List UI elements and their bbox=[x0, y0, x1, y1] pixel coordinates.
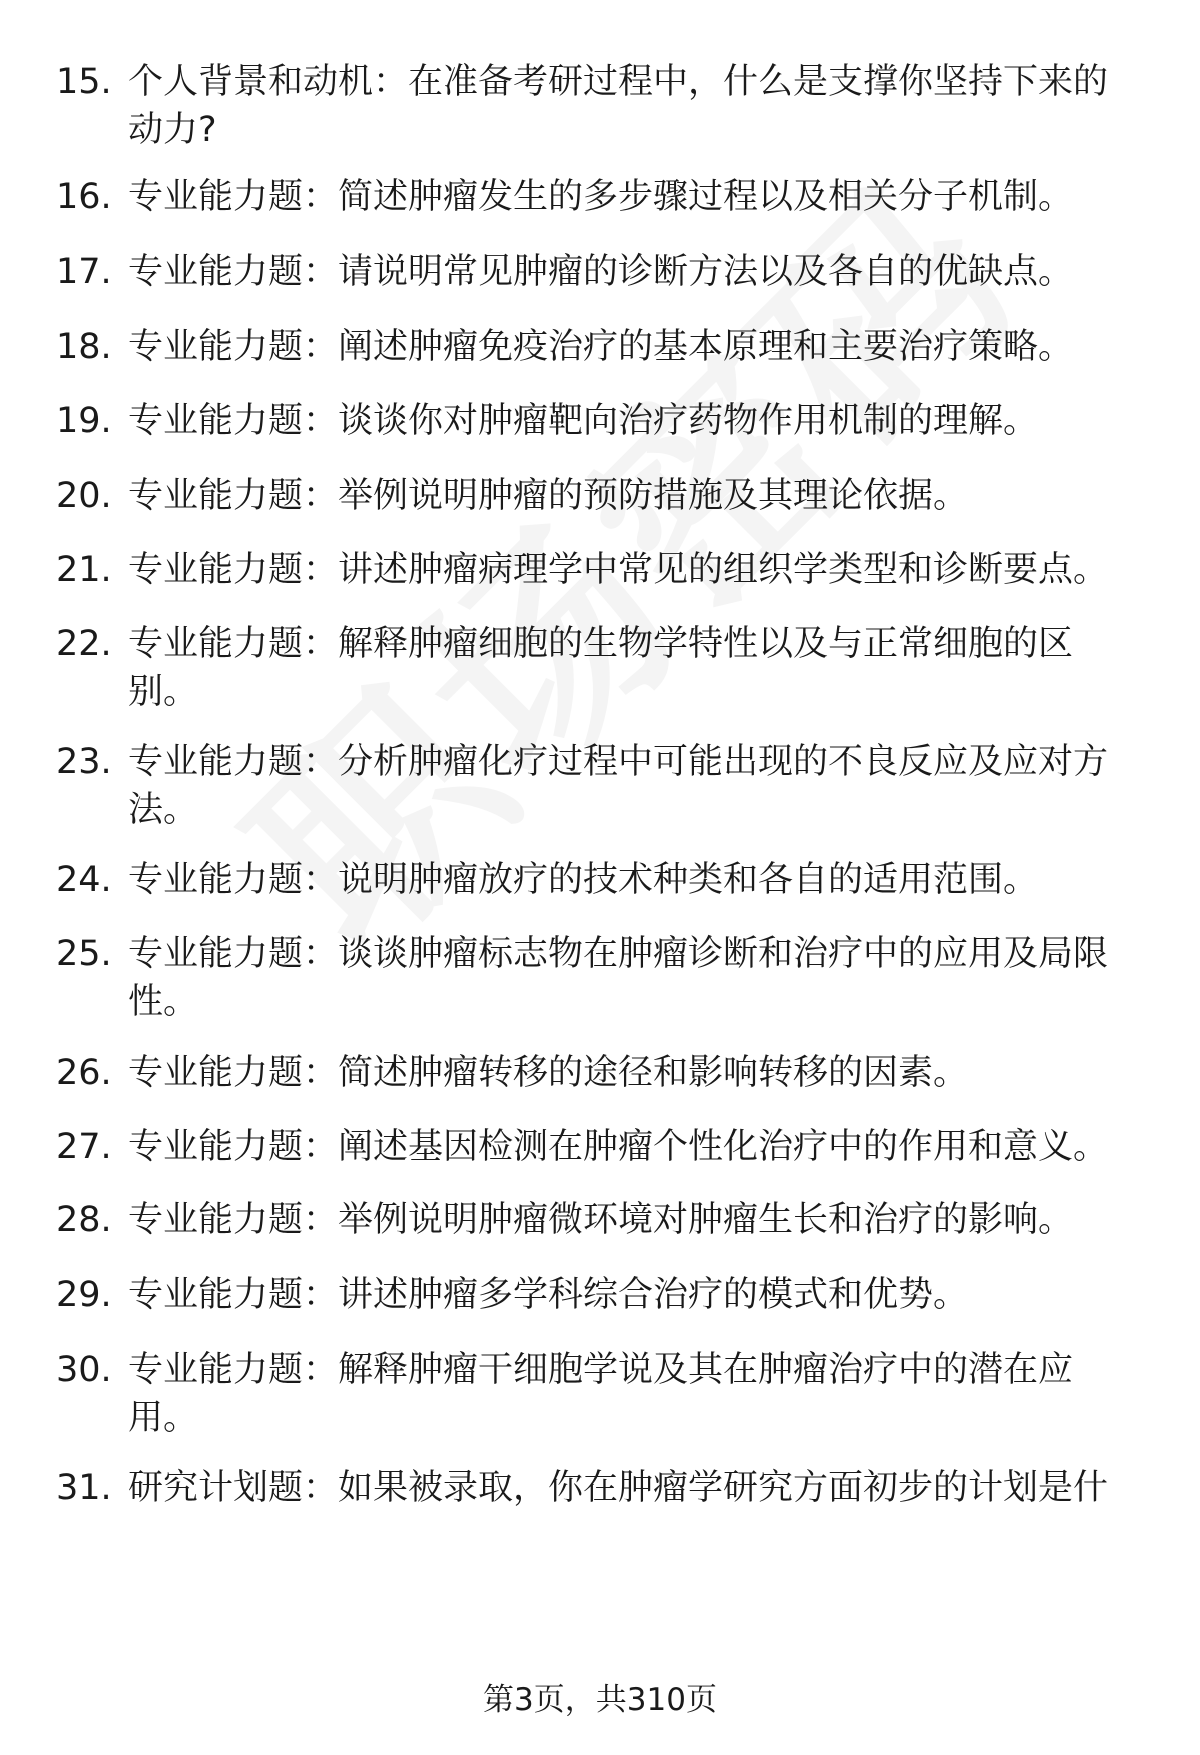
question-text: 个人背景和动机：在准备考研过程中，什么是支撑你坚持下来的动力? bbox=[128, 62, 1109, 150]
question-number: 27. bbox=[56, 1127, 112, 1167]
question-number: 20. bbox=[56, 476, 112, 516]
question-number: 19. bbox=[56, 401, 112, 441]
question-text: 专业能力题：谈谈你对肿瘤靶向治疗药物作用机制的理解。 bbox=[128, 401, 1039, 441]
question-text: 专业能力题：分析肿瘤化疗过程中可能出现的不良反应及应对方法。 bbox=[128, 742, 1109, 830]
question-text: 专业能力题：简述肿瘤发生的多步骤过程以及相关分子机制。 bbox=[128, 177, 1074, 217]
question-text: 专业能力题：举例说明肿瘤的预防措施及其理论依据。 bbox=[128, 476, 969, 516]
question-number: 24. bbox=[56, 860, 112, 900]
question-text: 专业能力题：说明肿瘤放疗的技术种类和各自的适用范围。 bbox=[128, 860, 1039, 900]
question-number: 29. bbox=[56, 1275, 112, 1315]
question-text: 专业能力题：解释肿瘤干细胞学说及其在肿瘤治疗中的潜在应用。 bbox=[128, 1350, 1074, 1438]
question-text: 专业能力题：简述肿瘤转移的途径和影响转移的因素。 bbox=[128, 1053, 969, 1093]
question-number: 15. bbox=[56, 62, 112, 102]
question-text: 专业能力题：请说明常见肿瘤的诊断方法以及各自的优缺点。 bbox=[128, 252, 1074, 292]
page-number-footer: 第3页，共310页 bbox=[483, 1682, 717, 1718]
question-number: 22. bbox=[56, 624, 112, 664]
question-number: 18. bbox=[56, 327, 112, 367]
question-text: 专业能力题：阐述基因检测在肿瘤个性化治疗中的作用和意义。 bbox=[128, 1127, 1109, 1167]
question-number: 30. bbox=[56, 1350, 112, 1390]
question-text: 专业能力题：阐述肿瘤免疫治疗的基本原理和主要治疗策略。 bbox=[128, 327, 1074, 367]
question-text: 专业能力题：解释肿瘤细胞的生物学特性以及与正常细胞的区别。 bbox=[128, 624, 1074, 712]
question-number: 21. bbox=[56, 550, 112, 590]
question-text: 研究计划题：如果被录取，你在肿瘤学研究方面初步的计划是什 bbox=[128, 1468, 1109, 1508]
question-number: 26. bbox=[56, 1053, 112, 1093]
question-text: 专业能力题：讲述肿瘤病理学中常见的组织学类型和诊断要点。 bbox=[128, 550, 1109, 590]
question-text: 专业能力题：举例说明肿瘤微环境对肿瘤生长和治疗的影响。 bbox=[128, 1200, 1074, 1240]
question-number: 17. bbox=[56, 252, 112, 292]
question-number: 16. bbox=[56, 177, 112, 217]
question-number: 28. bbox=[56, 1200, 112, 1240]
question-text: 专业能力题：讲述肿瘤多学科综合治疗的模式和优势。 bbox=[128, 1275, 969, 1315]
question-number: 23. bbox=[56, 742, 112, 782]
question-text: 专业能力题：谈谈肿瘤标志物在肿瘤诊断和治疗中的应用及局限性。 bbox=[128, 934, 1109, 1022]
question-number: 31. bbox=[56, 1468, 112, 1508]
question-number: 25. bbox=[56, 934, 112, 974]
